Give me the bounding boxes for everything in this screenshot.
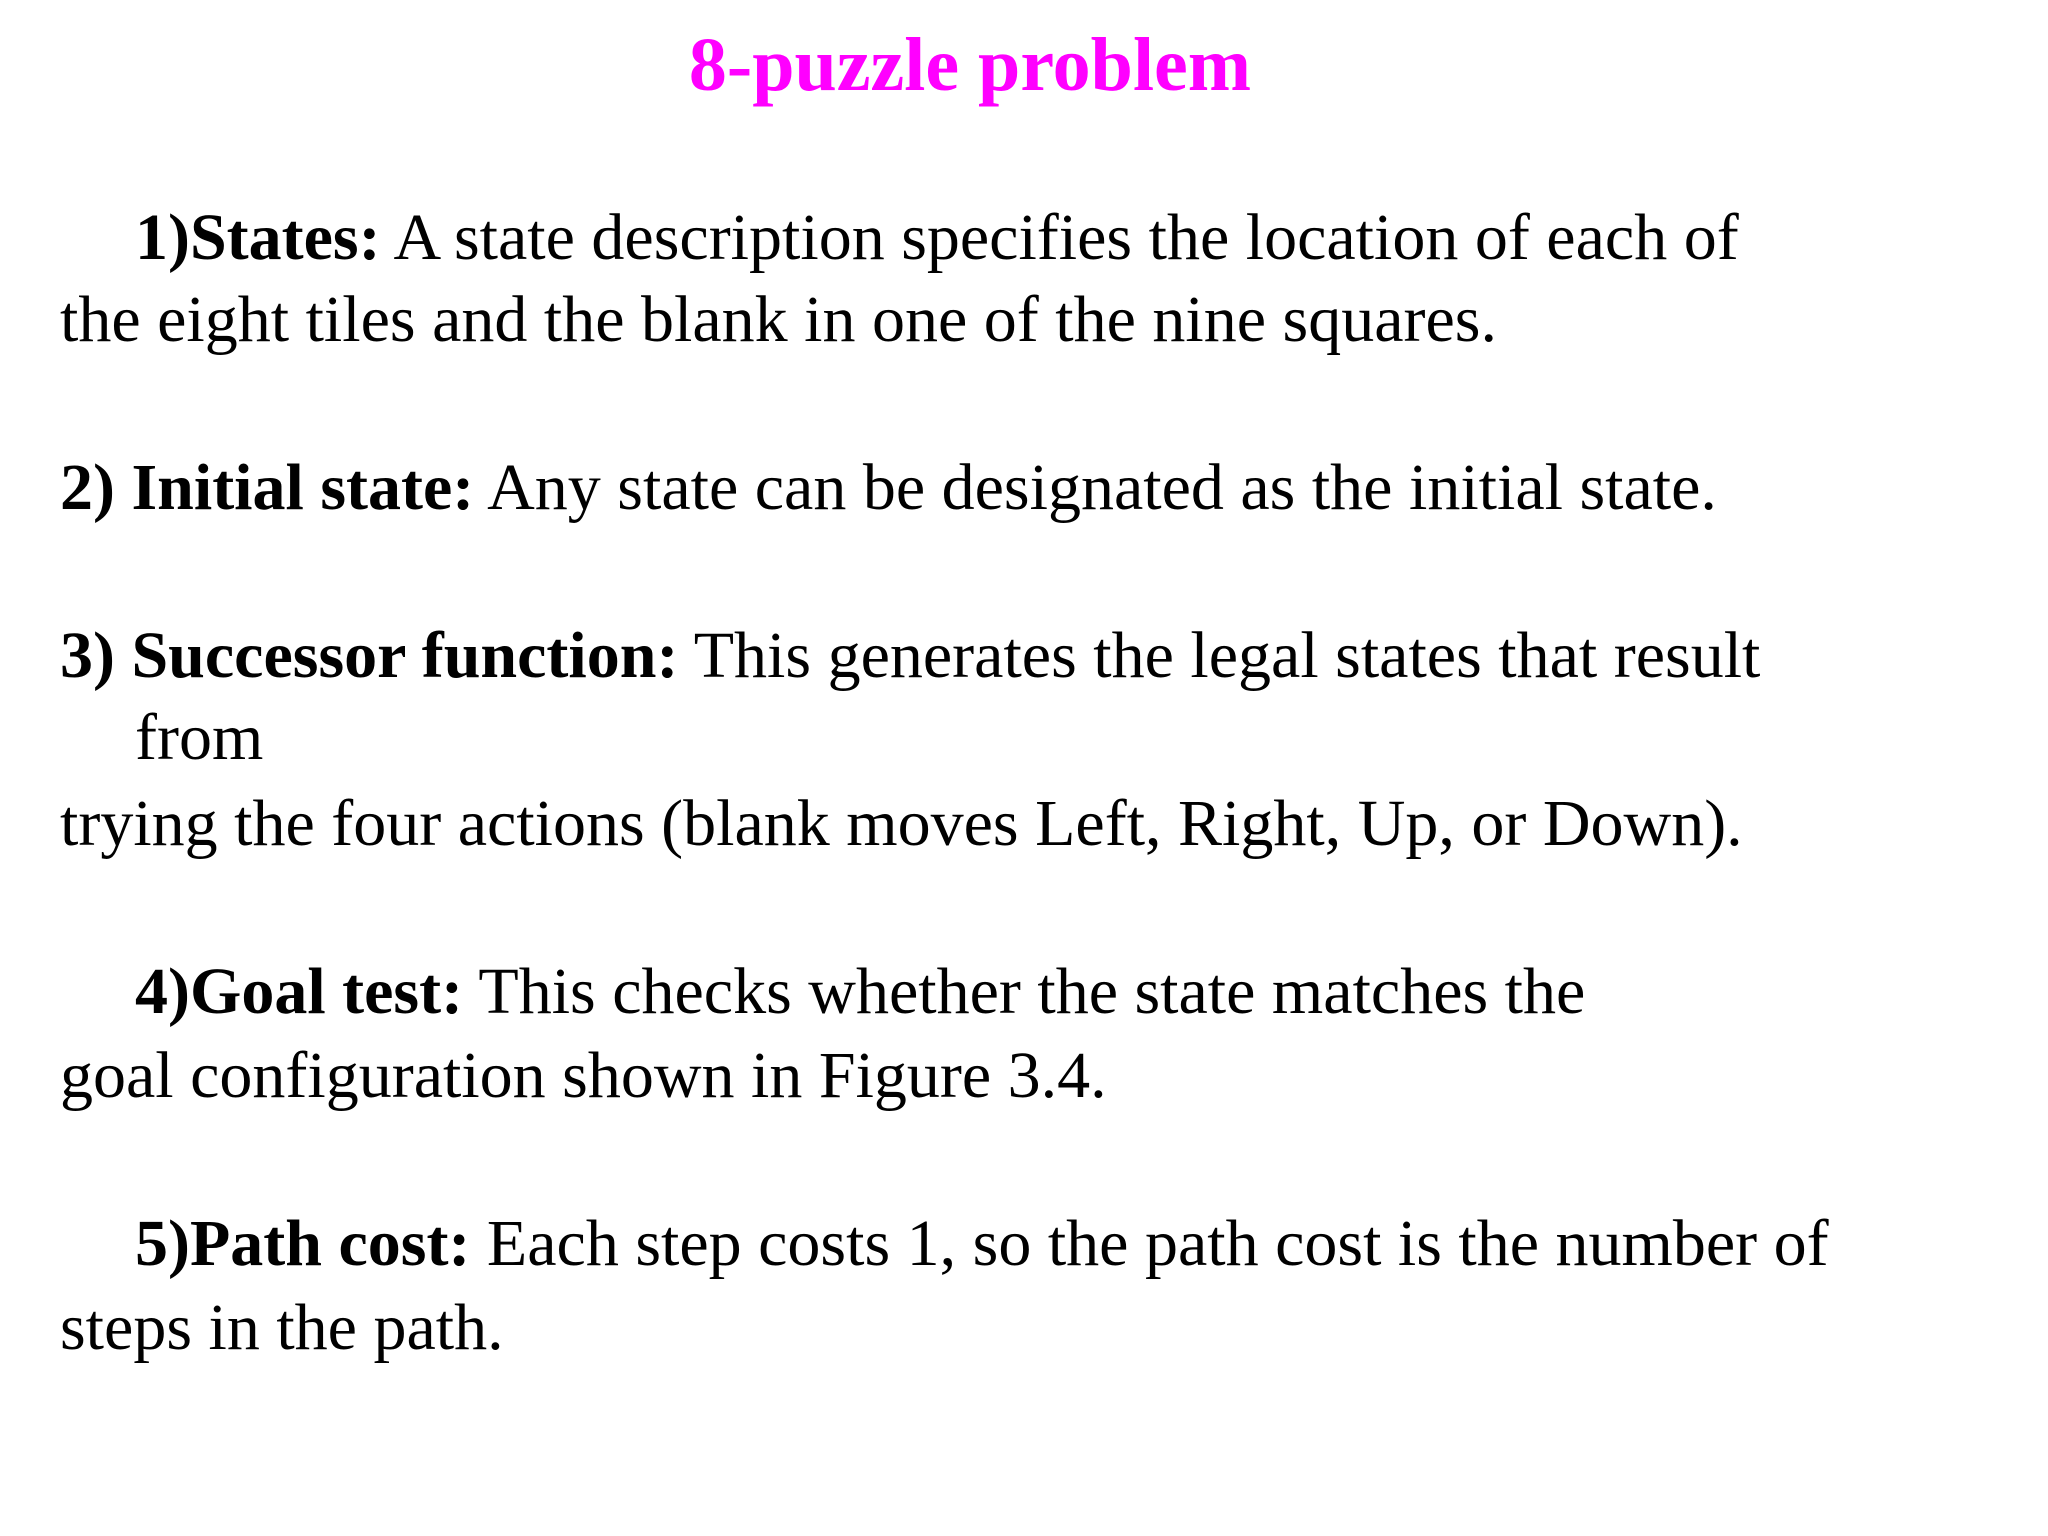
initial-state-term: 2) Initial state: xyxy=(60,451,475,524)
states-text: A state description specifies the location of each of xyxy=(380,201,1739,274)
path-cost-text: Each step costs 1, so the path cost is the number of xyxy=(470,1207,1829,1280)
successor-term: 3) Successor function: xyxy=(60,619,679,692)
initial-state-text: Any state can be designated as the initial state. xyxy=(474,451,1717,524)
successor-line-2: from xyxy=(135,701,264,774)
states-line-2: the eight tiles and the blank in one of the nine squares. xyxy=(60,283,1497,356)
successor-line-3: trying the four actions (blank moves Left, Right, Up, or Down). xyxy=(60,787,1743,860)
goal-test-term: 4)Goal test: xyxy=(135,955,464,1028)
initial-state-line xyxy=(60,448,1717,528)
states-line-1 xyxy=(135,198,1739,278)
slide-title: 8-puzzle problem xyxy=(688,23,1252,107)
goal-test-line-2: goal configuration shown in Figure 3.4. xyxy=(60,1039,1107,1112)
path-cost-term: 5)Path cost: xyxy=(135,1207,471,1280)
path-cost-line-2: steps in the path. xyxy=(60,1291,504,1364)
goal-test-line-1 xyxy=(135,952,1585,1032)
goal-test-text: This checks whether the state matches the xyxy=(463,955,1586,1028)
states-term: 1)States: xyxy=(135,201,381,274)
path-cost-line-1 xyxy=(135,1204,1829,1284)
successor-line-1 xyxy=(60,616,1760,696)
successor-text: This generates the legal states that result xyxy=(678,619,1761,692)
